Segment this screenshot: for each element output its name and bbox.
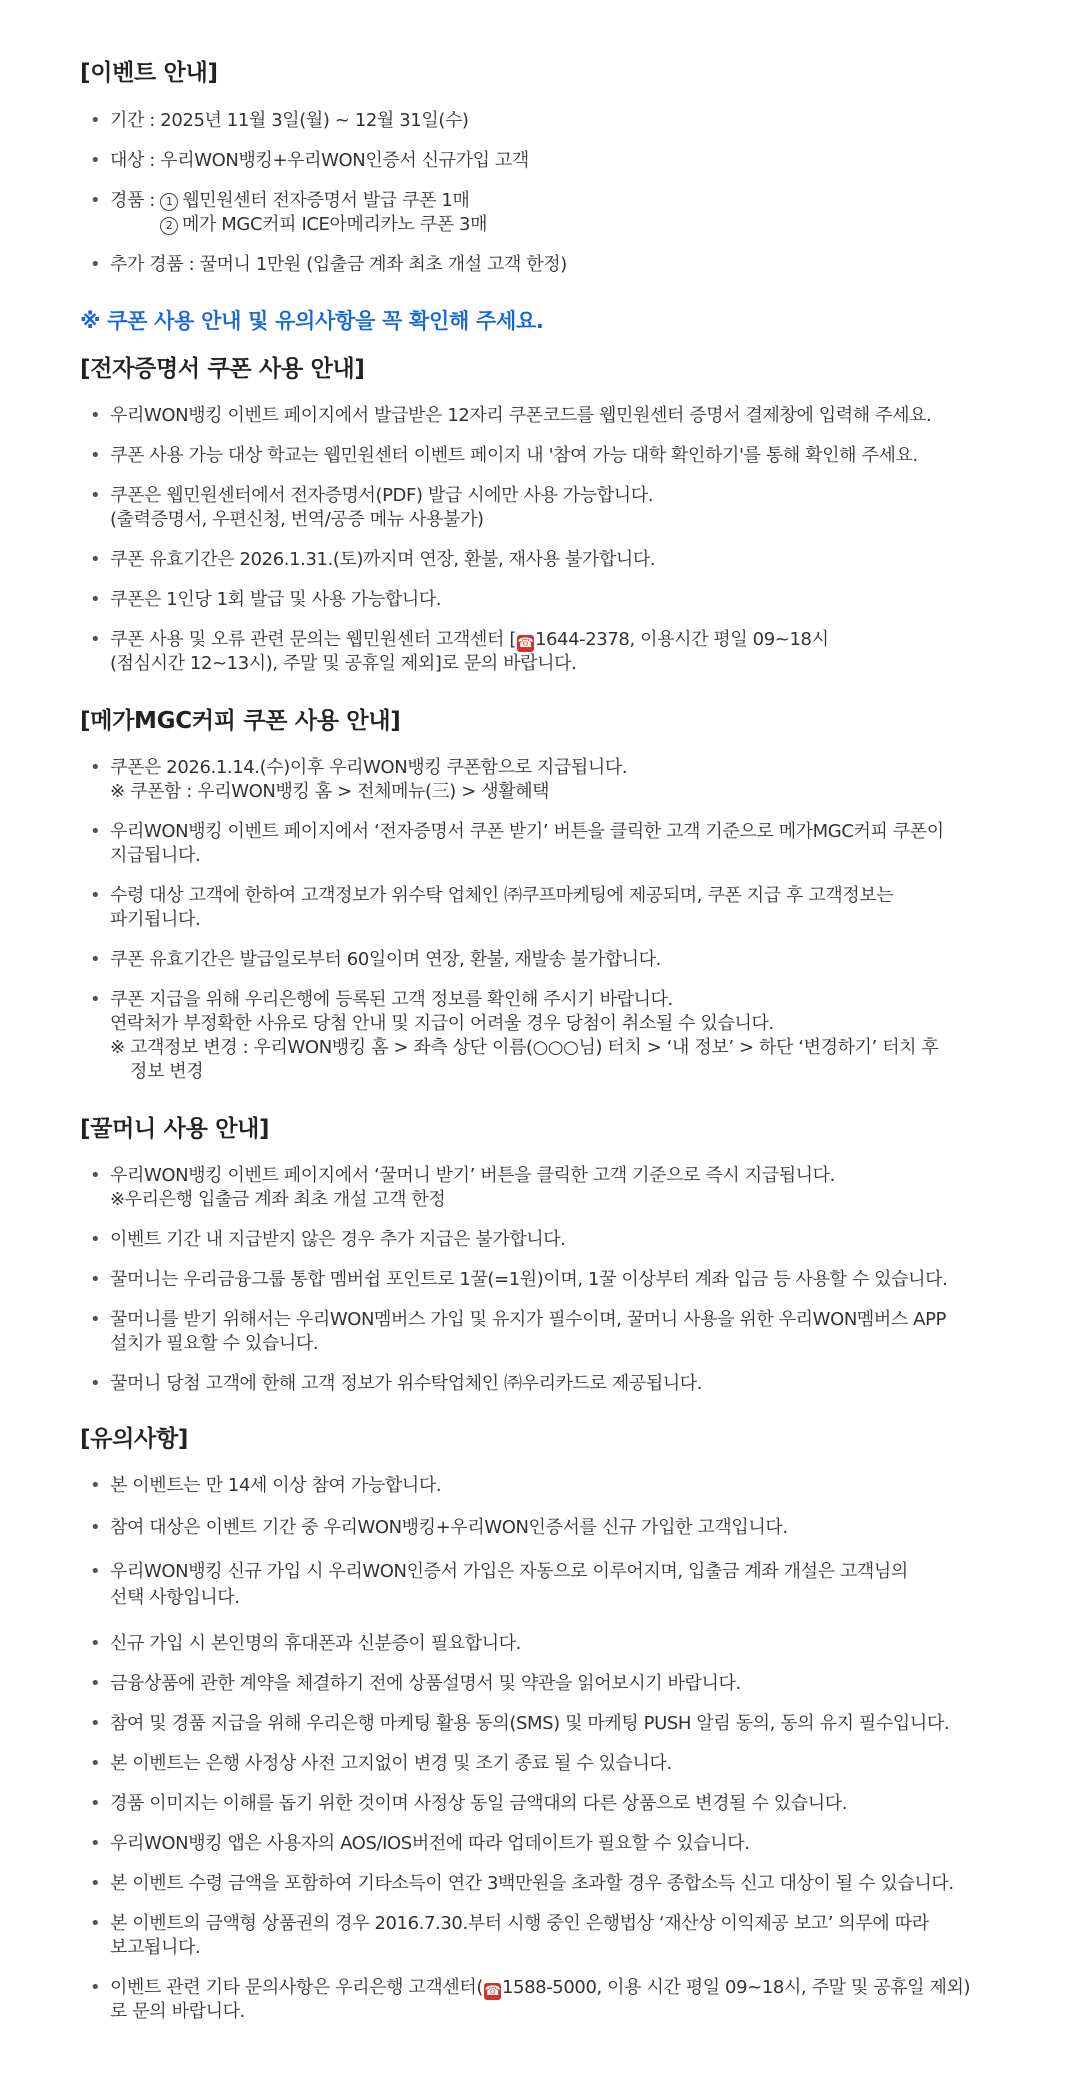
list-item: • 대상 : 우리WON뱅킹+우리WON인증서 신규가입 고객 xyxy=(90,150,529,171)
list-item: • 우리WON뱅킹 앱은 사용자의 AOS/IOS버전에 따라 업데이트가 필요할 수 있습니다. xyxy=(90,1833,750,1854)
bullet-icon: • xyxy=(90,1873,101,1894)
bullet-icon: • xyxy=(90,989,101,1010)
list-item: • 참여 대상은 이벤트 기간 중 우리WON뱅킹+우리WON인증서를 신규 가입한 고객입니다. xyxy=(90,1517,788,1538)
list-item: • 수령 대상 고객에 한하여 고객정보가 위수탁 업체인 ㈜쿠프마케팅에 제공되며, 쿠폰 지급 후 고객정보는 파기됩니다. xyxy=(90,885,894,930)
caution-title: [유의사항] xyxy=(80,1426,189,1452)
bullet-icon: • xyxy=(90,150,101,171)
list-item: • 우리WON뱅킹 신규 가입 시 우리WON인증서 가입은 자동으로 이루어지며, 입출금 계좌 개설은 고객님의 선택 사항입니다. xyxy=(90,1561,908,1608)
list-item: • 우리WON뱅킹 이벤트 페이지에서 ‘전자증명서 쿠폰 받기’ 버튼을 클릭한 고객 기준으로 메가MGC커피 쿠폰이 지급됩니다. xyxy=(90,821,944,866)
bullet-icon: • xyxy=(90,1977,101,1998)
bullet-icon: • xyxy=(90,1309,101,1330)
bullet-icon: • xyxy=(90,821,101,842)
bullet-icon: • xyxy=(90,885,101,906)
honey-money-title: [꿀머니 사용 안내] xyxy=(80,1116,270,1142)
bullet-icon: • xyxy=(90,1713,101,1734)
bullet-icon: • xyxy=(90,1517,101,1538)
list-item: • 경품 이미지는 이해를 돕기 위한 것이며 사정상 동일 금액대의 다른 상품으로 변경될 수 있습니다. xyxy=(90,1793,848,1814)
bullet-icon: • xyxy=(90,949,101,970)
list-item: • 기간 : 2025년 11월 3일(월) ~ 12월 31일(수) xyxy=(90,110,469,131)
list-item: • 우리WON뱅킹 이벤트 페이지에서 발급받은 12자리 쿠폰코드를 웹민원센터 증명서 결제창에 입력해 주세요. xyxy=(90,405,932,426)
list-item: • 쿠폰은 웹민원센터에서 전자증명서(PDF) 발급 시에만 사용 가능합니다. (출력증명서, 우편신청, 번역/공증 메뉴 사용불가) xyxy=(90,485,654,530)
cert-coupon-title: [전자증명서 쿠폰 사용 안내] xyxy=(80,356,365,382)
list-item: • 본 이벤트는 은행 사정상 사전 고지없이 변경 및 조기 종료 될 수 있습니다. xyxy=(90,1753,672,1774)
bullet-icon: • xyxy=(90,445,101,466)
list-item: • 이벤트 기간 내 지급받지 않은 경우 추가 지급은 불가합니다. xyxy=(90,1229,566,1250)
list-item: • 쿠폰 유효기간은 발급일로부터 60일이며 연장, 환불, 재발송 불가합니다. xyxy=(90,949,661,970)
bullet-icon: • xyxy=(90,405,101,426)
list-item: • 꿀머니 당첨 고객에 한해 고객 정보가 위수탁업체인 ㈜우리카드로 제공됩니다. xyxy=(90,1373,703,1394)
list-item: • 쿠폰 사용 가능 대상 학교는 웹민원센터 이벤트 페이지 내 '참여 가능 대학 확인하기'를 통해 확인해 주세요. xyxy=(90,445,918,466)
bullet-icon: • xyxy=(90,1633,101,1654)
bullet-icon: • xyxy=(90,1913,101,1934)
bullet-icon: • xyxy=(90,549,101,570)
bullet-icon: • xyxy=(90,1475,101,1496)
list-item: • 경품 : 1 웹민원센터 전자증명서 발급 쿠폰 1매 2 메가 MGC커피 ICE아메리카노 쿠폰 3매 xyxy=(90,190,488,235)
list-item: • 추가 경품 : 꿀머니 1만원 (입출금 계좌 최초 개설 고객 한정) xyxy=(90,254,567,275)
bullet-icon: • xyxy=(90,757,101,778)
list-item: • 쿠폰 지급을 위해 우리은행에 등록된 고객 정보를 확인해 주시기 바랍니다. 연락처가 부정확한 사유로 당첨 안내 및 지급이 어려울 경우 당첨이 취소될 수 있습니다. ※ 고객정보 변경 : 우리WON뱅킹 홈 > 좌측 상단 이름(○○○님) 터치 > ‘내 정보’ > 하단 ‘변경하기’ 터치 후 정보 변경 xyxy=(90,989,939,1082)
bullet-icon: • xyxy=(90,1673,101,1694)
bullet-icon: • xyxy=(90,1229,101,1250)
bullet-icon: • xyxy=(90,1833,101,1854)
list-item: • 꿀머니를 받기 위해서는 우리WON멤버스 가입 및 유지가 필수이며, 꿀머니 사용을 위한 우리WON멤버스 APP 설치가 필요할 수 있습니다. xyxy=(90,1309,947,1354)
bullet-icon: • xyxy=(90,1561,101,1582)
list-item: • 금융상품에 관한 계약을 체결하기 전에 상품설명서 및 약관을 읽어보시기 바랍니다. xyxy=(90,1673,741,1694)
circled-number-1: 1 xyxy=(160,193,178,211)
list-item: • 본 이벤트 수령 금액을 포함하여 기타소득이 연간 3백만원을 초과할 경우 종합소득 신고 대상이 될 수 있습니다. xyxy=(90,1873,954,1894)
bullet-icon: • xyxy=(90,589,101,610)
list-item: • 쿠폰 사용 및 오류 관련 문의는 웹민원센터 고객센터 [ ☎1644-2378, 이용시간 평일 09~18시 (점심시간 12~13시), 주말 및 공휴일 제외]로 문의 바랍니다. xyxy=(90,629,829,674)
bullet-icon: • xyxy=(90,1753,101,1774)
list-item: • 참여 및 경품 지급을 위해 우리은행 마케팅 활용 동의(SMS) 및 마케팅 PUSH 알림 동의, 동의 유지 필수입니다. xyxy=(90,1713,950,1734)
phone-icon: ☎ xyxy=(484,1984,501,1999)
list-item: • 본 이벤트의 금액형 상품권의 경우 2016.7.30.부터 시행 중인 은행법상 ‘재산상 이익제공 보고’ 의무에 따라 보고됩니다. xyxy=(90,1913,929,1958)
bullet-icon: • xyxy=(90,254,101,275)
list-item: • 쿠폰은 2026.1.14.(수)이후 우리WON뱅킹 쿠폰함으로 지급됩니다. ※ 쿠폰함 : 우리WON뱅킹 홈 > 전체메뉴(三) > 생활혜택 xyxy=(90,757,628,802)
list-item: • 쿠폰 유효기간은 2026.1.31.(토)까지며 연장, 환불, 재사용 불가합니다. xyxy=(90,549,656,570)
circled-number-2: 2 xyxy=(160,217,178,235)
bullet-icon: • xyxy=(90,629,101,650)
bullet-icon: • xyxy=(90,1165,101,1186)
phone-icon: ☎ xyxy=(517,636,534,651)
bullet-icon: • xyxy=(90,110,101,131)
event-info-title: [이벤트 안내] xyxy=(80,60,218,86)
list-item: • 쿠폰은 1인당 1회 발급 및 사용 가능합니다. xyxy=(90,589,442,610)
bullet-icon: • xyxy=(90,1793,101,1814)
list-item: • 신규 가입 시 본인명의 휴대폰과 신분증이 필요합니다. xyxy=(90,1633,521,1654)
list-item: • 이벤트 관련 기타 문의사항은 우리은행 고객센터( ☎1588-5000, 이용 시간 평일 09~18시, 주말 및 공휴일 제외) 로 문의 바랍니다. xyxy=(90,1977,971,2022)
bullet-icon: • xyxy=(90,485,101,506)
list-item: • 우리WON뱅킹 이벤트 페이지에서 ‘꿀머니 받기’ 버튼을 클릭한 고객 기준으로 즉시 지급됩니다. ※우리은행 입출금 계좌 최초 개설 고객 한정 xyxy=(90,1165,835,1210)
list-item: • 본 이벤트는 만 14세 이상 참여 가능합니다. xyxy=(90,1475,442,1496)
bullet-icon: • xyxy=(90,1269,101,1290)
bullet-icon: • xyxy=(90,1373,101,1394)
bullet-icon: • xyxy=(90,190,101,211)
coupon-notice: ※ 쿠폰 사용 안내 및 유의사항을 꼭 확인해 주세요. xyxy=(80,309,544,333)
mega-coupon-title: [메가MGC커피 쿠폰 사용 안내] xyxy=(80,708,401,734)
list-item: • 꿀머니는 우리금융그룹 통합 멤버쉽 포인트로 1꿀(=1원)이며, 1꿀 이상부터 계좌 입금 등 사용할 수 있습니다. xyxy=(90,1269,948,1290)
